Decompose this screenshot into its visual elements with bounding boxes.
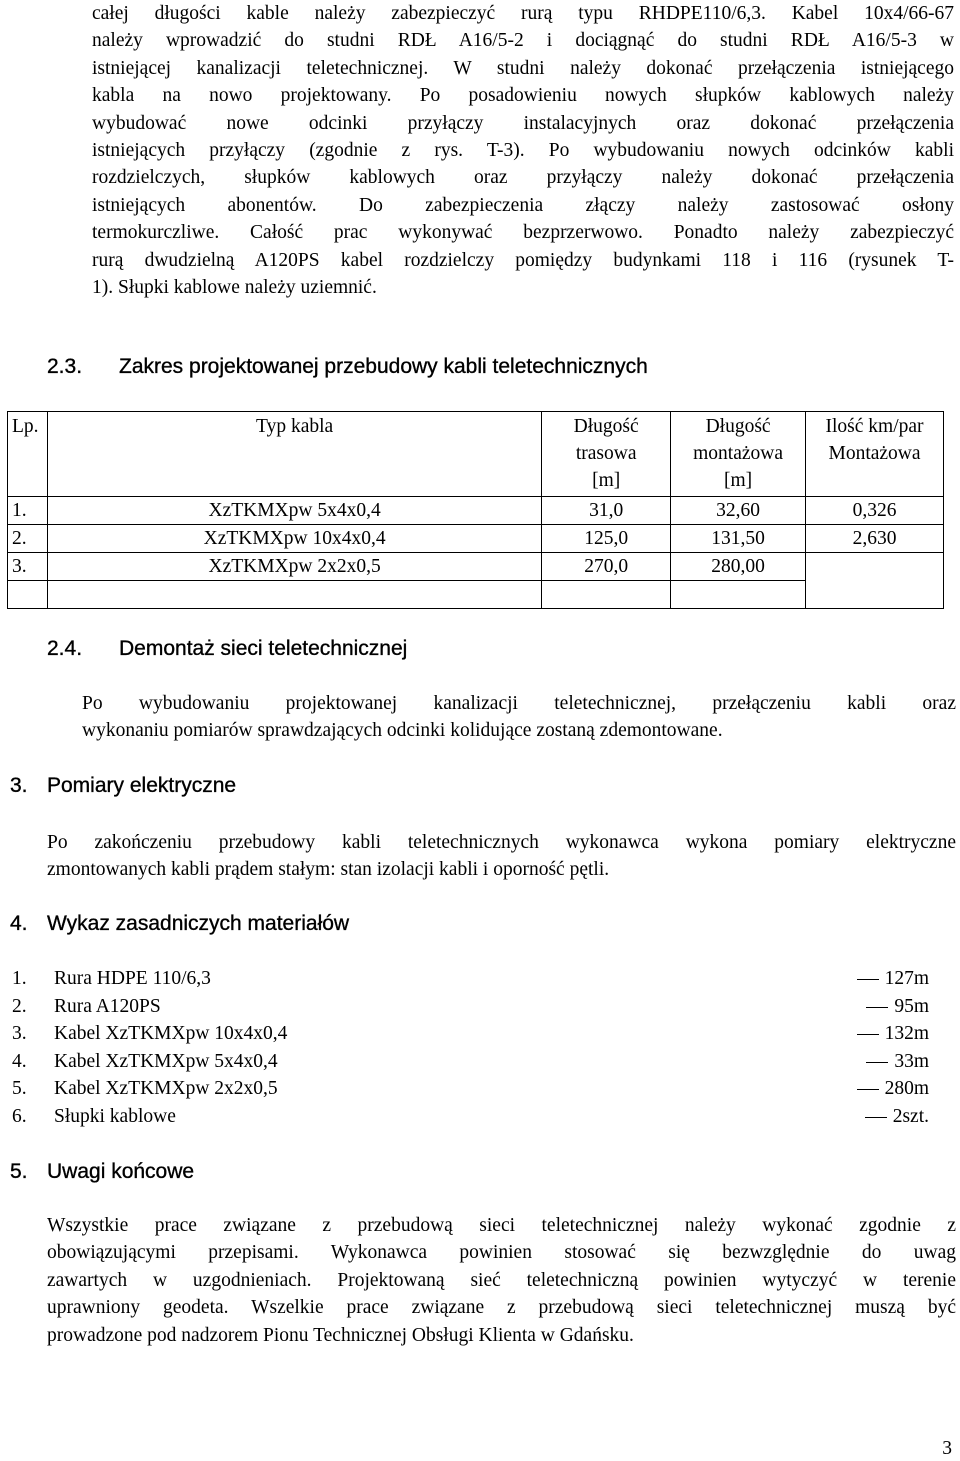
text-line: rurą dwudzielną A120PS kabel rozdzielczy pomiędzy budynkami 118 i 116 (rysunek T- bbox=[92, 249, 954, 271]
cell-lp: 3. bbox=[8, 553, 48, 581]
header-lp: Lp. bbox=[8, 412, 48, 497]
text-line: Po wybudowaniu projektowanej kanalizacji teletechnicznej, przełączeniu kabli oraz bbox=[82, 693, 956, 714]
text-line: uprawniony geodeta. Wszelkie prace związane z przebudową sieci teletechnicznej muszą być bbox=[47, 1297, 956, 1319]
cell-route bbox=[542, 581, 671, 609]
text-line: prowadzone pod nadzorem Pionu Technicznej Obsługi Klienta w Gdańsku. bbox=[47, 1324, 634, 1346]
text-line: wykonaniu pomiarów sprawdzających odcinki kolidujące zostaną zdemontowane. bbox=[82, 720, 723, 742]
text-line: termokurczliwe. Całość prac wykonywać bezprzerwowo. Ponadto należy zabezpieczyć bbox=[92, 222, 954, 244]
cell-install: 32,60 bbox=[671, 497, 806, 525]
header-cable-type: Typ kabla bbox=[47, 412, 541, 497]
table-row-empty bbox=[8, 581, 944, 609]
text-line: istniejących przyłączy (zgodnie z rys. T-3). Po wybudowaniu nowych odcinków kabli bbox=[92, 140, 954, 162]
text-line: rozdzielczych, słupków kablowych oraz przyłączy należy dokonać przełączenia bbox=[92, 167, 954, 189]
cell-kmpar: 2,630 bbox=[806, 525, 944, 553]
material-qty: 33m bbox=[894, 1050, 929, 1072]
list-item: 5. Kabel XzTKMXpw 2x2x0,5 280m bbox=[12, 1075, 929, 1103]
section-2-4-paragraph bbox=[82, 690, 956, 745]
material-name: Kabel XzTKMXpw 10x4x0,4 bbox=[54, 1023, 288, 1044]
list-item: 3. Kabel XzTKMXpw 10x4x0,4 132m bbox=[12, 1020, 929, 1048]
text-line: zawartych w uzgodnieniach. Projektowaną sieć teletechniczną powinien wytyczyć w terenie bbox=[47, 1269, 956, 1291]
section-number: 2.3. bbox=[47, 355, 83, 378]
text-line: 1). Słupki kablowe należy uziemnić. bbox=[92, 277, 377, 299]
material-name: Kabel XzTKMXpw 2x2x0,5 bbox=[54, 1078, 278, 1099]
table-row bbox=[8, 553, 944, 581]
cell-route: 270,0 bbox=[542, 553, 671, 581]
section-heading-5 bbox=[10, 1160, 194, 1184]
list-item: 4. Kabel XzTKMXpw 5x4x0,4 33m bbox=[12, 1048, 929, 1076]
section-title: Zakres projektowanej przebudowy kabli teletechnicznych bbox=[119, 355, 648, 378]
intro-paragraph bbox=[92, 0, 954, 301]
header-install-length: Długość montażowa [m] bbox=[671, 412, 806, 497]
section-title: Demontaż sieci teletechnicznej bbox=[119, 637, 408, 660]
section-heading-4 bbox=[10, 912, 349, 936]
text-line: kabla na nowo projektowany. Po posadowieniu nowych słupków kablowych należy bbox=[92, 85, 954, 107]
material-qty: 127m bbox=[884, 968, 929, 989]
cell-lp: 2. bbox=[8, 525, 48, 553]
list-item: 6. Słupki kablowe 2szt. bbox=[12, 1103, 929, 1131]
text-line: należy wprowadzić do studni RDŁ A16/5-2 i dociągnąć do studni RDŁ A16/5-3 w bbox=[92, 30, 954, 52]
cell-install bbox=[671, 581, 806, 609]
cell-route: 125,0 bbox=[542, 525, 671, 553]
section-title: Wykaz zasadniczych materiałów bbox=[47, 912, 350, 935]
dash-icon bbox=[866, 1062, 888, 1063]
section-title: Uwagi końcowe bbox=[47, 1160, 195, 1183]
cell-kmpar bbox=[806, 553, 944, 581]
material-name: Słupki kablowe bbox=[54, 1105, 176, 1127]
cell-type bbox=[47, 581, 541, 609]
section-number: 3. bbox=[10, 774, 28, 797]
material-name: Rura A120PS bbox=[54, 995, 161, 1017]
header-route-length: Długość trasowa [m] bbox=[542, 412, 671, 497]
cell-install: 280,00 bbox=[671, 553, 806, 581]
header-km-pairs: Ilość km/par Montażowa bbox=[806, 412, 944, 497]
material-name: Kabel XzTKMXpw 5x4x0,4 bbox=[54, 1050, 278, 1072]
page-number: 3 bbox=[942, 1438, 952, 1459]
cell-lp: 1. bbox=[8, 497, 48, 525]
text-line: istniejącej kanalizacji teletechnicznej. W studni należy dokonać przełączenia istniejącego bbox=[92, 57, 954, 79]
dash-icon bbox=[866, 1007, 888, 1008]
list-item: 1. Rura HDPE 110/6,3 127m bbox=[12, 965, 929, 993]
text-line: wybudować nowe odcinki przyłączy instalacyjnych oraz dokonać przełączenia bbox=[92, 112, 954, 134]
cell-kmpar bbox=[806, 581, 944, 609]
cell-kmpar: 0,326 bbox=[806, 497, 944, 525]
list-item: 2. Rura A120PS 95m bbox=[12, 993, 929, 1021]
dash-icon bbox=[857, 1089, 879, 1090]
dash-icon bbox=[857, 979, 879, 980]
material-name: Rura HDPE 110/6,3 bbox=[54, 968, 211, 989]
text-line: istniejących abonentów. Do zabezpieczenia złączy należy zastosować osłony bbox=[92, 194, 954, 216]
section-title: Pomiary elektryczne bbox=[47, 774, 237, 797]
section-3-paragraph bbox=[47, 829, 956, 884]
cell-install: 131,50 bbox=[671, 525, 806, 553]
table-header-row bbox=[8, 412, 944, 497]
text-line: obowiązującymi przepisami. Wykonawca powinien stosować się bezwzględnie do uwag bbox=[47, 1242, 956, 1264]
material-qty: 132m bbox=[884, 1023, 929, 1044]
text-line: Wszystkie prace związane z przebudową sieci teletechnicznej należy wykonać zgodnie z bbox=[47, 1215, 956, 1236]
dash-icon bbox=[865, 1117, 887, 1118]
section-number: 4. bbox=[10, 912, 28, 935]
text-line: całej długości kable należy zabezpieczyć rurą typu RHDPE110/6,3. Kabel 10x4/66-67 bbox=[92, 3, 954, 24]
text-line: Po zakończeniu przebudowy kabli teletechnicznych wykonawca wykona pomiary elektryczne bbox=[47, 832, 956, 853]
section-heading-2-3 bbox=[47, 355, 648, 379]
text-line: zmontowanych kabli prądem stałym: stan izolacji kabli i oporność pętli. bbox=[47, 859, 610, 881]
cell-lp bbox=[8, 581, 48, 609]
material-qty: 95m bbox=[894, 995, 929, 1017]
material-qty: 280m bbox=[884, 1078, 929, 1099]
cable-table bbox=[7, 411, 944, 609]
cell-route: 31,0 bbox=[542, 497, 671, 525]
table-row bbox=[8, 525, 944, 553]
table-row bbox=[8, 497, 944, 525]
section-number: 2.4. bbox=[47, 637, 83, 660]
material-qty: 2szt. bbox=[892, 1105, 929, 1127]
cell-type: XzTKMXpw 10x4x0,4 bbox=[47, 525, 541, 553]
section-number: 5. bbox=[10, 1160, 28, 1183]
cell-type: XzTKMXpw 5x4x0,4 bbox=[47, 497, 541, 525]
section-5-paragraph bbox=[47, 1212, 956, 1349]
cell-type: XzTKMXpw 2x2x0,5 bbox=[47, 553, 541, 581]
section-heading-2-4 bbox=[47, 637, 407, 661]
materials-list bbox=[12, 965, 929, 1130]
dash-icon bbox=[857, 1034, 879, 1035]
section-heading-3 bbox=[10, 774, 236, 798]
